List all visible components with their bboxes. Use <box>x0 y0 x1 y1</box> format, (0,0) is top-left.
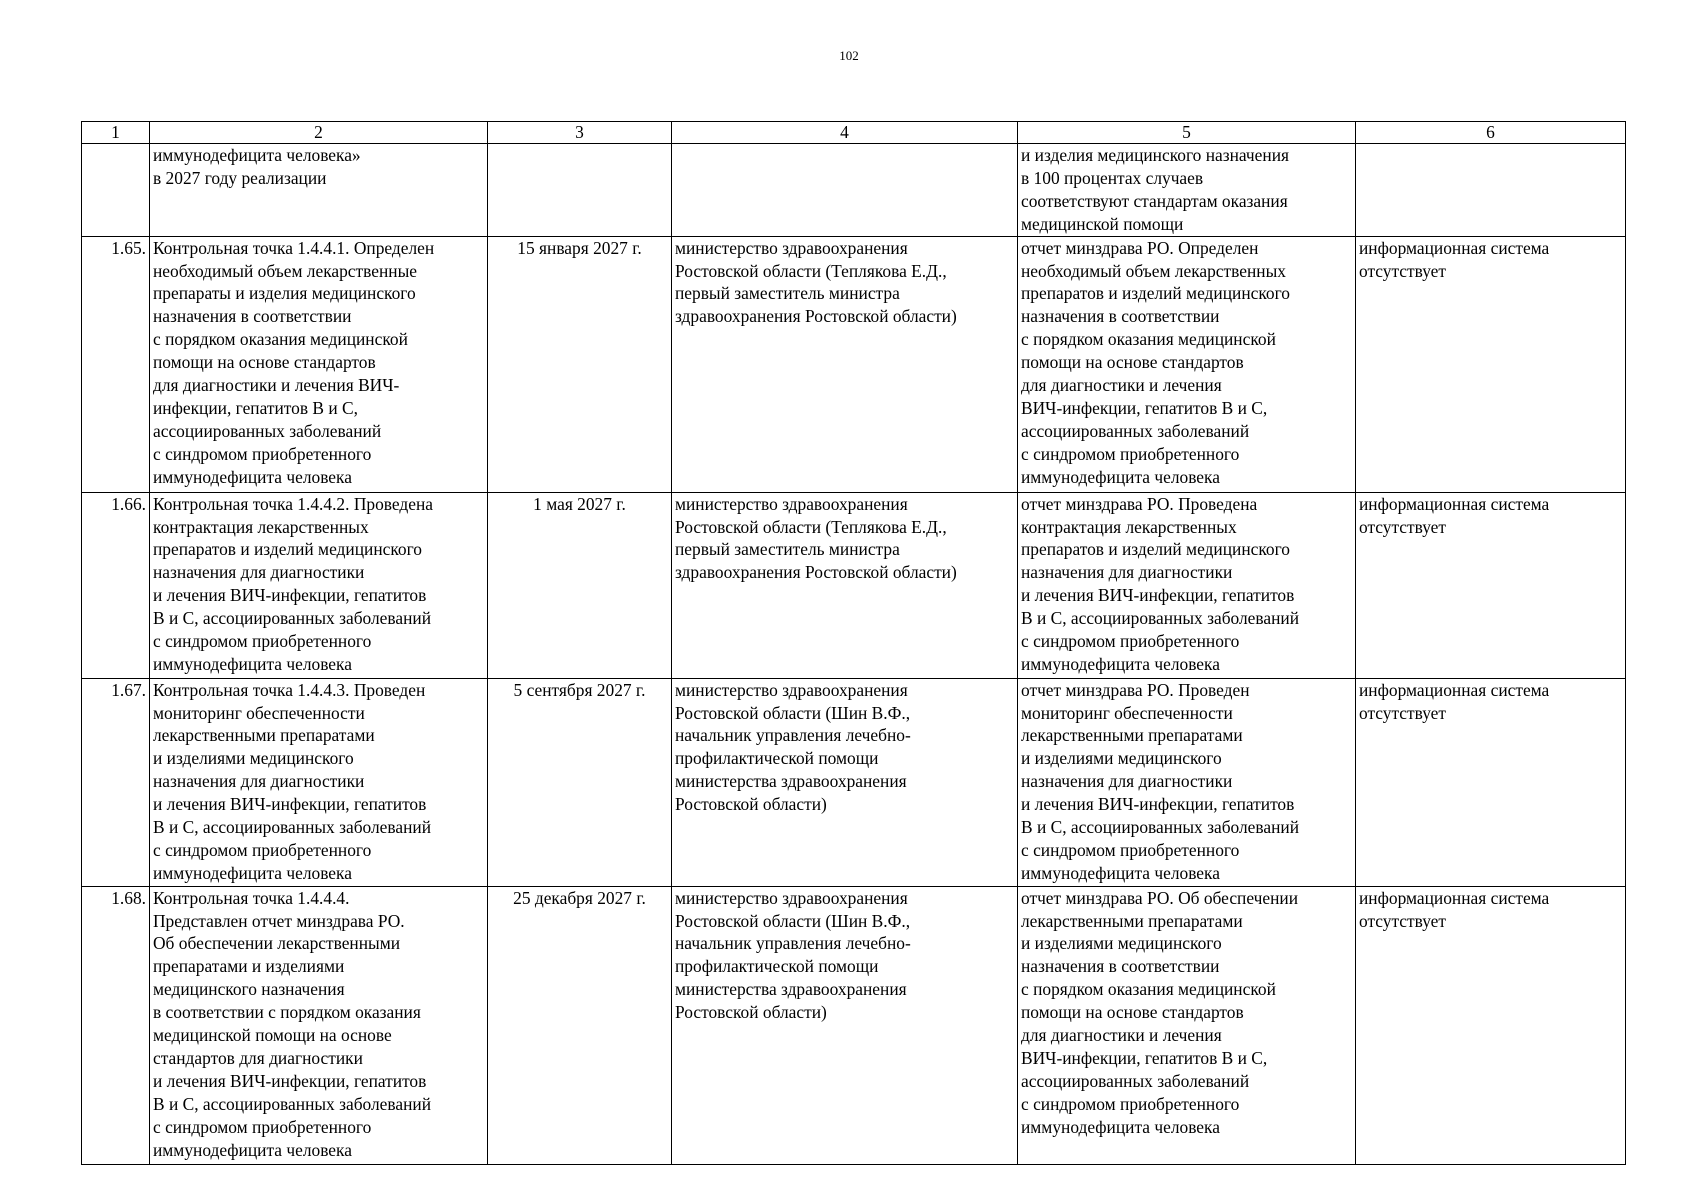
column-header: 1 <box>82 122 150 144</box>
result-cell: и изделия медицинского назначения в 100 процентах случаев соответствуют стандартам оказания медицинской помощи <box>1018 144 1356 237</box>
date-cell: 15 января 2027 г. <box>488 236 672 492</box>
row-number: 1.68. <box>82 886 150 1164</box>
plan-table <box>81 121 1626 1165</box>
result-cell: отчет минздрава РО. Определен необходимый объем лекарственных препаратов и изделий медицинского назначения в соответствии с порядком оказания медицинской помощи на основе стандартов для диагностики и лечения ВИЧ-инфекции, гепатитов В и С, ассоциированных заболеваний с синдромом приобретенного иммунодефицита человека <box>1018 236 1356 492</box>
table-row <box>82 236 1626 492</box>
date-cell <box>488 144 672 237</box>
responsible-cell <box>672 144 1018 237</box>
event-cell: Контрольная точка 1.4.4.3. Проведен мониторинг обеспеченности лекарственными препаратами и изделиями медицинского назначения для диагностики и лечения ВИЧ-инфекции, гепатитов В и С, ассоциированных заболеваний с синдромом приобретенного иммунодефицита человека <box>150 678 488 886</box>
column-header: 4 <box>672 122 1018 144</box>
responsible-cell: министерство здравоохранения Ростовской области (Теплякова Е.Д., первый заместитель министра здравоохранения Ростовской области) <box>672 236 1018 492</box>
page-number: 102 <box>839 48 859 63</box>
system-cell: информационная система отсутствует <box>1356 886 1626 1164</box>
table-row <box>82 144 1626 237</box>
event-cell: Контрольная точка 1.4.4.2. Проведена контрактация лекарственных препаратов и изделий медицинского назначения для диагностики и лечения ВИЧ-инфекции, гепатитов В и С, ассоциированных заболеваний с синдромом приобретенного иммунодефицита человека <box>150 492 488 678</box>
system-cell: информационная система отсутствует <box>1356 236 1626 492</box>
date-cell: 25 декабря 2027 г. <box>488 886 672 1164</box>
column-header: 2 <box>150 122 488 144</box>
column-header: 6 <box>1356 122 1626 144</box>
responsible-cell: министерство здравоохранения Ростовской области (Шин В.Ф., начальник управления лечебно- профилактической помощи министерства здравоохранения Ростовской области) <box>672 886 1018 1164</box>
result-cell: отчет минздрава РО. Об обеспечении лекарственными препаратами и изделиями медицинского назначения в соответствии с порядком оказания медицинской помощи на основе стандартов для диагностики и лечения ВИЧ-инфекции, гепатитов В и С, ассоциированных заболеваний с синдромом приобретенного иммунодефицита человека <box>1018 886 1356 1164</box>
row-number: 1.66. <box>82 492 150 678</box>
result-cell: отчет минздрава РО. Проведен мониторинг обеспеченности лекарственными препаратами и изделиями медицинского назначения для диагностики и лечения ВИЧ-инфекции, гепатитов В и С, ассоциированных заболеваний с синдромом приобретенного иммунодефицита человека <box>1018 678 1356 886</box>
table-row <box>82 886 1626 1164</box>
system-cell <box>1356 144 1626 237</box>
row-number: 1.67. <box>82 678 150 886</box>
event-cell: Контрольная точка 1.4.4.4. Представлен отчет минздрава РО. Об обеспечении лекарственными препаратами и изделиями медицинского назначения в соответствии с порядком оказания медицинской помощи на основе стандартов для диагностики и лечения ВИЧ-инфекции, гепатитов В и С, ассоциированных заболеваний с синдромом приобретенного иммунодефицита человека <box>150 886 488 1164</box>
responsible-cell: министерство здравоохранения Ростовской области (Теплякова Е.Д., первый заместитель министра здравоохранения Ростовской области) <box>672 492 1018 678</box>
row-number: 1.65. <box>82 236 150 492</box>
responsible-cell: министерство здравоохранения Ростовской области (Шин В.Ф., начальник управления лечебно- профилактической помощи министерства здравоохранения Ростовской области) <box>672 678 1018 886</box>
date-cell: 5 сентября 2027 г. <box>488 678 672 886</box>
event-cell: иммунодефицита человека» в 2027 году реализации <box>150 144 488 237</box>
table-row <box>82 678 1626 886</box>
table-row <box>82 492 1626 678</box>
system-cell: информационная система отсутствует <box>1356 492 1626 678</box>
row-number <box>82 144 150 237</box>
header-row <box>82 122 1626 144</box>
column-header: 5 <box>1018 122 1356 144</box>
result-cell: отчет минздрава РО. Проведена контрактация лекарственных препаратов и изделий медицинского назначения для диагностики и лечения ВИЧ-инфекции, гепатитов В и С, ассоциированных заболеваний с синдромом приобретенного иммунодефицита человека <box>1018 492 1356 678</box>
event-cell: Контрольная точка 1.4.4.1. Определен необходимый объем лекарственные препараты и изделия медицинского назначения в соответствии с порядком оказания медицинской помощи на основе стандартов для диагностики и лечения ВИЧ- инфекции, гепатитов В и С, ассоциированных заболеваний с синдромом приобретенного иммунодефицита человека <box>150 236 488 492</box>
column-header: 3 <box>488 122 672 144</box>
date-cell: 1 мая 2027 г. <box>488 492 672 678</box>
system-cell: информационная система отсутствует <box>1356 678 1626 886</box>
